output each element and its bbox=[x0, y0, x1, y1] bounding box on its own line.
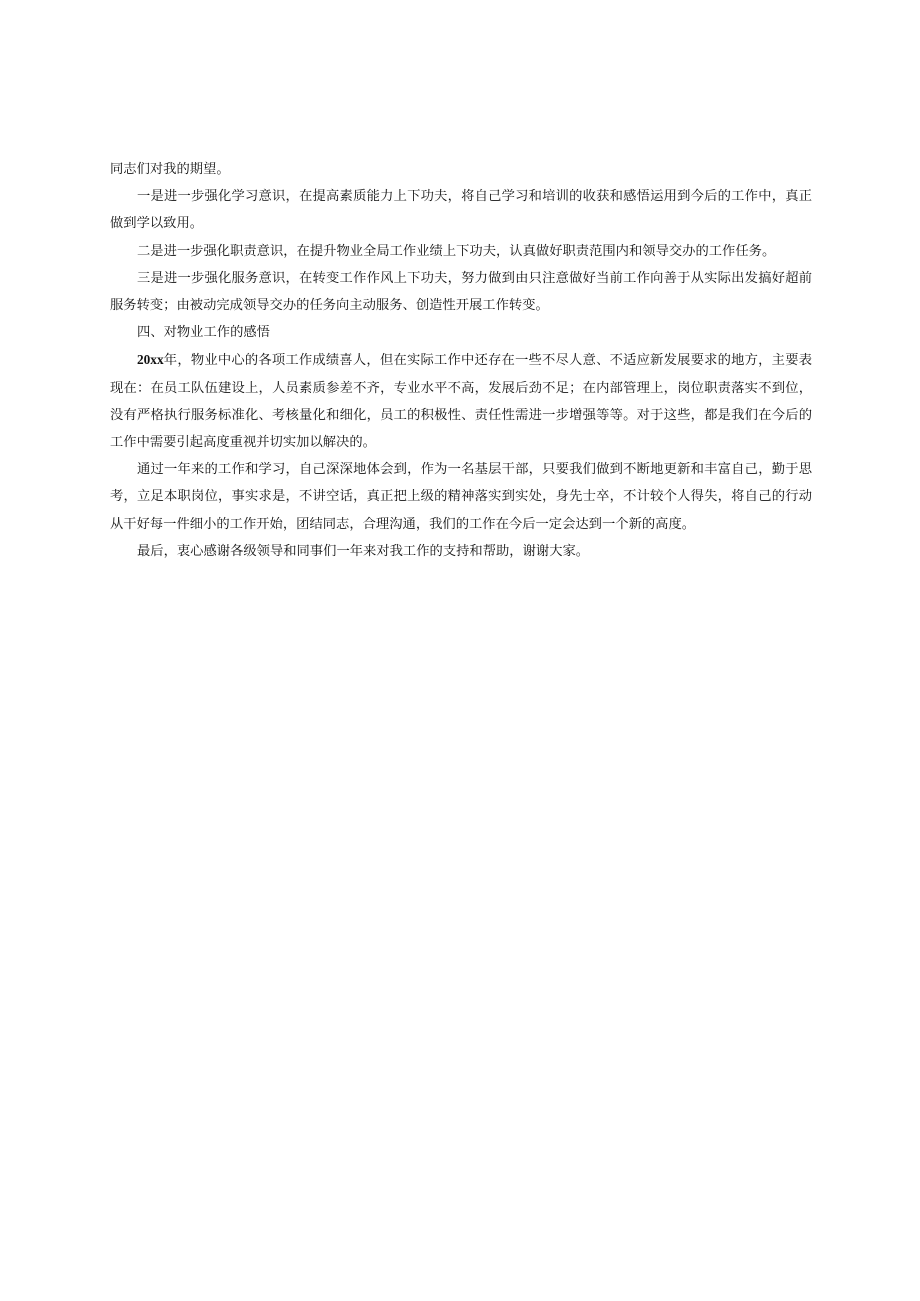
section-heading-reflections: 四、对物业工作的感悟 bbox=[137, 325, 270, 341]
paragraph-continuation: 同志们对我的期望。 bbox=[110, 162, 230, 177]
paragraph-year-summary bbox=[110, 346, 812, 456]
paragraph-learning-awareness: 一是进一步强化学习意识，在提高素质能力上下功夫，将自己学习和培训的收获和感悟运用到今后的工作中，真正做到学以致用。 bbox=[110, 189, 812, 232]
paragraph-service-awareness: 三是进一步强化服务意识，在转变工作作风上下功夫，努力做到由只注意做好当前工作向善于从实际出发搞好超前服务转变；由被动完成领导交办的任务向主动服务、创造性开展工作转变。 bbox=[110, 270, 812, 314]
paragraph-closing-thanks: 最后，衷心感谢各级领导和同事们一年来对我工作的支持和帮助，谢谢大家。 bbox=[137, 543, 590, 559]
paragraph-experience: 通过一年来的工作和学习，自己深深地体会到，作为一名基层干部，只要我们做到不断地更新和丰富自己，勤于思考，立足本职岗位，事实求是，不讲空话，真正把上级的精神落实到实处，身先士卒，不计较个人得失，将自己的行动从干好每一件细小的工作开始，团结同志，合理沟通，我们的工作在今后一定会达到一个新的高度。 bbox=[110, 462, 812, 532]
year-label: 20xx bbox=[137, 352, 164, 368]
year-summary-text: 年，物业中心的各项工作成绩喜人，但在实际工作中还存在一些不尽人意、不适应新发展要求的地方，主要表现在：在员工队伍建设上，人员素质参差不齐，专业水平不高，发展后劲不足；在内部管理上，岗位职责落实不到位，没有严格执行服务标准化、考核量化和细化，员工的积极性、责任性需进一步增强等等。对于这些，都是我们在今后的工作中需要引起高度重视并切实加以解决的。 bbox=[110, 353, 812, 451]
document-body bbox=[110, 156, 812, 565]
paragraph-duty-awareness: 二是进一步强化职责意识，在提升物业全局工作业绩上下功夫，认真做好职责范围内和领导交办的工作任务。 bbox=[137, 243, 776, 259]
